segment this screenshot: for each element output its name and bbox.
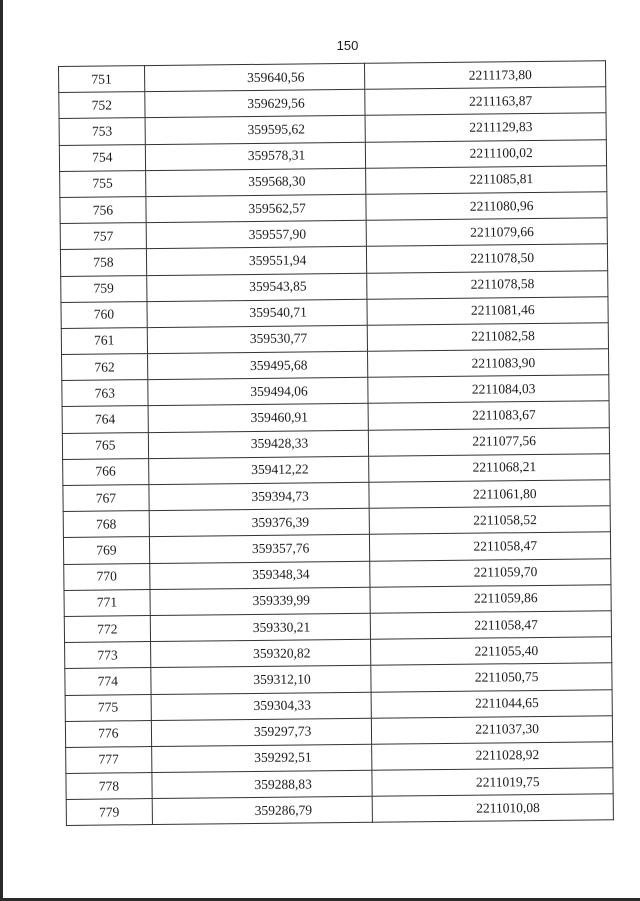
point-number-cell: 773	[65, 642, 151, 669]
y-coordinate-cell	[367, 270, 608, 299]
x-coordinate-cell	[152, 796, 373, 824]
x-coordinate-cell	[148, 404, 369, 432]
x-coordinate-cell	[145, 89, 366, 117]
x-coordinate-cell	[145, 168, 366, 196]
y-coordinate-value: 2211078,50	[470, 249, 535, 266]
y-coordinate-cell	[367, 218, 608, 247]
point-number-cell: 767	[63, 485, 149, 512]
y-coordinate-value: 2211050,75	[474, 668, 539, 685]
y-coordinate-cell	[372, 715, 613, 744]
x-coordinate-cell	[149, 482, 370, 510]
x-coordinate-value: 359357,76	[251, 540, 310, 556]
x-coordinate-value: 359530,77	[249, 330, 308, 347]
x-coordinate-cell	[147, 299, 368, 327]
y-coordinate-value: 2211010,08	[476, 799, 540, 816]
y-coordinate-cell	[365, 87, 606, 116]
point-number-cell: 751	[59, 66, 145, 93]
table-row	[66, 794, 613, 826]
point-number-cell: 761	[61, 327, 147, 354]
point-number-cell: 752	[59, 92, 145, 119]
point-number-cell: 771	[64, 589, 150, 616]
x-coordinate-cell	[148, 456, 369, 484]
y-coordinate-value: 2211058,52	[473, 511, 537, 528]
y-coordinate-cell	[370, 532, 611, 561]
point-number-cell: 775	[65, 694, 151, 721]
y-coordinate-value: 2211061,80	[472, 485, 537, 502]
x-coordinate-cell	[151, 744, 372, 772]
y-coordinate-cell	[370, 506, 611, 535]
y-coordinate-cell	[368, 349, 609, 378]
x-coordinate-cell	[150, 561, 371, 589]
y-coordinate-value: 2211083,67	[471, 407, 536, 423]
point-number-cell: 753	[59, 118, 145, 145]
x-coordinate-cell	[145, 142, 366, 170]
point-number-cell: 765	[62, 432, 148, 459]
y-coordinate-cell	[371, 663, 612, 692]
point-number-cell: 759	[61, 275, 147, 302]
page-number: 150	[336, 38, 359, 53]
point-number-cell: 778	[66, 773, 152, 800]
y-coordinate-value: 2211084,03	[471, 380, 536, 397]
y-coordinate-value: 2211055,40	[474, 642, 539, 659]
x-coordinate-cell	[149, 535, 370, 563]
x-coordinate-value: 359494,06	[250, 383, 308, 399]
x-coordinate-cell	[149, 508, 370, 536]
y-coordinate-cell	[365, 113, 606, 142]
y-coordinate-cell	[366, 139, 607, 168]
x-coordinate-cell	[144, 63, 365, 91]
coordinates-table	[58, 60, 614, 826]
y-coordinate-value: 2211028,92	[475, 747, 540, 764]
x-coordinate-value: 359288,83	[254, 776, 312, 792]
point-number-cell: 754	[59, 144, 145, 171]
x-coordinate-cell	[148, 378, 369, 406]
x-coordinate-value: 359578,31	[247, 147, 306, 164]
y-coordinate-cell	[369, 480, 610, 509]
point-number-cell: 769	[63, 537, 149, 564]
scan-border-left	[0, 0, 3, 901]
x-coordinate-cell	[148, 430, 369, 458]
y-coordinate-value: 2211129,83	[469, 119, 533, 135]
y-coordinate-cell	[367, 244, 608, 273]
point-number-cell: 755	[60, 170, 146, 197]
y-coordinate-value: 2211037,30	[475, 721, 540, 737]
y-coordinate-value: 2211044,65	[475, 695, 539, 711]
y-coordinate-value: 2211079,66	[470, 223, 534, 240]
point-number-cell: 762	[62, 354, 148, 381]
x-coordinate-value: 359286,79	[254, 802, 313, 818]
x-coordinate-cell	[150, 613, 371, 641]
point-number-cell: 756	[60, 197, 146, 224]
point-number-cell: 776	[65, 720, 151, 747]
y-coordinate-value: 2211100,02	[469, 145, 533, 161]
point-number-cell: 770	[64, 563, 150, 590]
x-coordinate-value: 359297,73	[253, 723, 312, 740]
y-coordinate-cell	[368, 323, 609, 352]
y-coordinate-cell	[372, 742, 613, 771]
x-coordinate-cell	[151, 718, 372, 746]
point-number-cell: 774	[65, 668, 151, 695]
y-coordinate-cell	[368, 401, 609, 430]
point-number-cell: 757	[60, 223, 146, 250]
y-coordinate-cell	[372, 768, 613, 797]
y-coordinate-cell	[365, 61, 606, 90]
x-coordinate-cell	[150, 639, 371, 667]
x-coordinate-value: 359551,94	[248, 252, 307, 268]
y-coordinate-value: 2211077,56	[472, 433, 537, 449]
x-coordinate-cell	[151, 666, 372, 694]
y-coordinate-value: 2211081,46	[470, 302, 535, 318]
y-coordinate-cell	[373, 794, 614, 823]
x-coordinate-value: 359629,56	[247, 95, 305, 111]
y-coordinate-value: 2211059,86	[473, 590, 538, 607]
y-coordinate-value: 2211080,96	[469, 197, 534, 214]
x-coordinate-value: 359394,73	[251, 487, 309, 504]
y-coordinate-cell	[371, 611, 612, 640]
y-coordinate-cell	[370, 584, 611, 613]
y-coordinate-cell	[369, 454, 610, 483]
x-coordinate-value: 359320,82	[253, 645, 311, 661]
x-coordinate-value: 359412,22	[251, 461, 309, 478]
x-coordinate-cell	[146, 247, 367, 275]
y-coordinate-cell	[367, 296, 608, 325]
point-number-cell: 766	[63, 458, 149, 485]
y-coordinate-value: 2211058,47	[473, 537, 538, 554]
y-coordinate-value: 2211058,47	[474, 616, 538, 633]
y-coordinate-value: 2211163,87	[468, 92, 533, 109]
y-coordinate-cell	[371, 637, 612, 666]
x-coordinate-cell	[146, 194, 367, 222]
point-number-cell: 777	[66, 746, 152, 773]
x-coordinate-value: 359376,39	[251, 514, 310, 530]
point-number-cell: 760	[61, 301, 147, 328]
y-coordinate-cell	[366, 192, 607, 221]
y-coordinate-cell	[370, 558, 611, 587]
y-coordinate-value: 2211078,58	[470, 276, 535, 292]
point-number-cell: 763	[62, 380, 148, 407]
y-coordinate-value: 2211082,58	[471, 328, 535, 345]
x-coordinate-cell	[145, 116, 366, 144]
y-coordinate-value: 2211173,80	[468, 66, 532, 83]
x-coordinate-cell	[152, 770, 373, 798]
x-coordinate-cell	[150, 587, 371, 615]
y-coordinate-value: 2211083,90	[471, 354, 536, 371]
x-coordinate-value: 359595,62	[247, 121, 306, 137]
x-coordinate-value: 359428,33	[250, 435, 309, 452]
x-coordinate-value: 359348,34	[252, 566, 310, 583]
coordinates-table-body	[59, 61, 614, 826]
x-coordinate-value: 359312,10	[253, 671, 311, 687]
point-number-cell: 768	[63, 511, 149, 538]
point-number-cell: 779	[66, 799, 152, 826]
y-coordinate-cell	[366, 166, 607, 195]
y-coordinate-value: 2211068,21	[472, 459, 537, 476]
x-coordinate-value: 359557,90	[248, 226, 307, 242]
x-coordinate-cell	[146, 220, 367, 248]
point-number-cell: 772	[64, 616, 150, 643]
x-coordinate-cell	[151, 692, 372, 720]
x-coordinate-value: 359543,85	[249, 278, 307, 295]
y-coordinate-value: 2211085,81	[469, 171, 534, 188]
y-coordinate-value: 2211059,70	[473, 564, 538, 580]
x-coordinate-value: 359540,71	[249, 304, 307, 321]
x-coordinate-value: 359568,30	[248, 173, 306, 190]
point-number-cell: 764	[62, 406, 148, 433]
x-coordinate-value: 359339,99	[252, 592, 310, 609]
x-coordinate-cell	[146, 273, 367, 301]
x-coordinate-value: 359495,68	[249, 357, 308, 373]
x-coordinate-cell	[147, 351, 368, 379]
x-coordinate-value: 359304,33	[253, 697, 312, 714]
point-number-cell: 758	[60, 249, 146, 276]
x-coordinate-value: 359640,56	[246, 69, 305, 85]
y-coordinate-value: 2211019,75	[475, 773, 540, 790]
y-coordinate-cell	[369, 427, 610, 456]
x-coordinate-value: 359292,51	[254, 749, 312, 766]
x-coordinate-value: 359460,91	[250, 409, 309, 426]
x-coordinate-value: 359562,57	[248, 199, 306, 216]
x-coordinate-value: 359330,21	[252, 618, 311, 635]
x-coordinate-cell	[147, 325, 368, 353]
y-coordinate-cell	[371, 689, 612, 718]
y-coordinate-cell	[368, 375, 609, 404]
